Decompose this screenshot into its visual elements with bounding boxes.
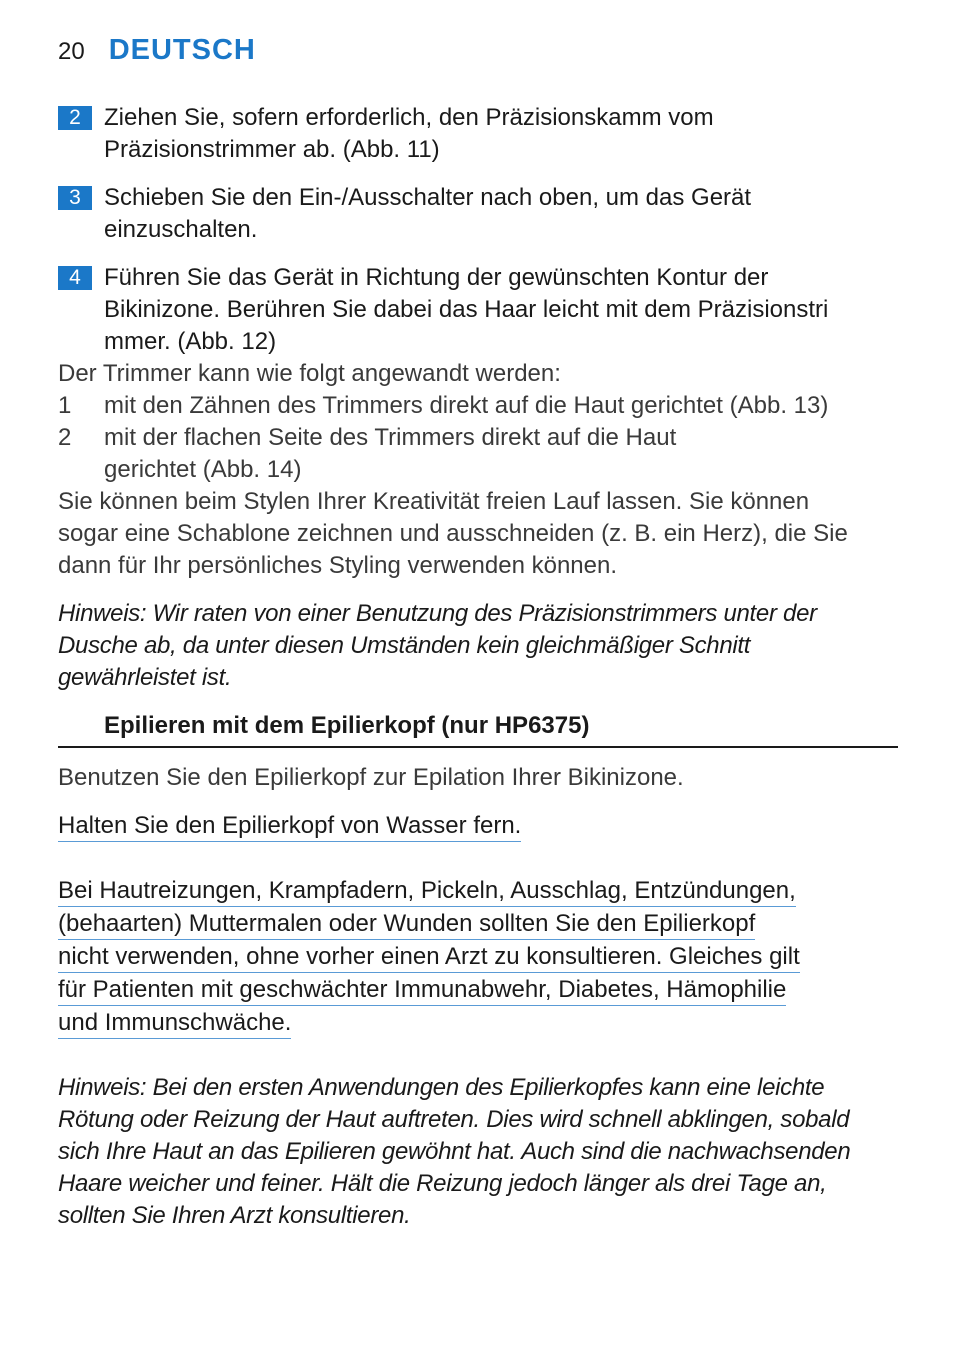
note-line: Haare weicher und feiner. Hält die Reizung jedoch länger als drei Tage an, <box>58 1170 827 1197</box>
note-line: Hinweis: Wir raten von einer Benutzung des Präzisionstrimmers unter der <box>58 600 817 627</box>
step-number-badge: 3 <box>58 186 92 210</box>
list-item-text: gerichtet (Abb. 14) <box>104 456 302 483</box>
step-text-line: Präzisionstrimmer ab. (Abb. 11) <box>104 136 440 163</box>
paragraph-line: Sie können beim Stylen Ihrer Kreativität freien Lauf lassen. Sie können <box>58 488 810 515</box>
note-line: Dusche ab, da unter diesen Umständen kein gleichmäßiger Schnitt <box>58 632 751 659</box>
intro-text: Der Trimmer kann wie folgt angewandt werden: <box>58 360 561 387</box>
note-line: sich Ihre Haut an das Epilieren gewöhnt hat. Auch sind die nachwachsenden <box>58 1138 851 1165</box>
step-text-line: mmer. (Abb. 12) <box>104 328 277 355</box>
step-4 <box>58 262 898 358</box>
note-line: gewährleistet ist. <box>58 664 232 691</box>
list-item <box>58 422 898 486</box>
warning-water <box>58 810 898 843</box>
step-text-line: einzuschalten. <box>104 216 258 243</box>
creativity-paragraph <box>58 486 898 582</box>
warning-skin-conditions <box>58 875 898 1040</box>
warning-line: Halten Sie den Epilierkopf von Wasser fern. <box>58 811 521 842</box>
usage-list <box>58 390 898 486</box>
note-trimmer-shower <box>58 598 898 694</box>
step-number-badge: 2 <box>58 106 92 130</box>
note-epilation-irritation <box>58 1072 898 1232</box>
note-line: Hinweis: Bei den ersten Anwendungen des Epilierkopfes kann eine leichte <box>58 1074 825 1101</box>
epilation-intro: Benutzen Sie den Epilierkopf zur Epilation Ihrer Bikinizone. <box>58 764 684 791</box>
epilation-heading: Epilieren mit dem Epilierkopf (nur HP6375) <box>58 710 898 748</box>
section-title: DEUTSCH <box>108 34 256 66</box>
paragraph-line: dann für Ihr persönliches Styling verwenden können. <box>58 552 618 579</box>
warning-line: und Immunschwäche. <box>58 1008 291 1039</box>
note-line: sollten Sie Ihren Arzt konsultieren. <box>58 1202 411 1229</box>
page-header <box>58 34 256 74</box>
step-text-line: Führen Sie das Gerät in Richtung der gewünschten Kontur der <box>104 264 769 291</box>
step-3 <box>58 182 898 246</box>
warning-line: nicht verwenden, ohne vorher einen Arzt zu konsultieren. Gleiches gilt <box>58 942 800 973</box>
step-number-badge: 4 <box>58 266 92 290</box>
list-item-number: 2 <box>58 424 72 451</box>
paragraph-line: sogar eine Schablone zeichnen und ausschneiden (z. B. ein Herz), die Sie <box>58 520 848 547</box>
step-text-line: Ziehen Sie, sofern erforderlich, den Präzisionskamm vom <box>104 104 714 131</box>
step-text-line: Bikinizone. Berühren Sie dabei das Haar leicht mit dem Präzisionstri <box>104 296 829 323</box>
step-text-line: Schieben Sie den Ein-/Ausschalter nach oben, um das Gerät <box>104 184 752 211</box>
list-item <box>58 390 898 422</box>
list-item-text: mit der flachen Seite des Trimmers direkt auf die Haut <box>104 424 677 451</box>
list-item-number: 1 <box>58 392 72 419</box>
warning-line: (behaarten) Muttermalen oder Wunden sollten Sie den Epilierkopf <box>58 909 755 940</box>
step-2 <box>58 102 898 166</box>
note-line: Rötung oder Reizung der Haut auftreten. Dies wird schnell abklingen, sobald <box>58 1106 850 1133</box>
page-content <box>58 102 898 1248</box>
warning-line: für Patienten mit geschwächter Immunabwehr, Diabetes, Hämophilie <box>58 975 786 1006</box>
warning-line: Bei Hautreizungen, Krampfadern, Pickeln, Ausschlag, Entzündungen, <box>58 876 796 907</box>
page-number: 20 <box>58 38 85 65</box>
list-item-text: mit den Zähnen des Trimmers direkt auf die Haut gerichtet (Abb. 13) <box>104 392 829 419</box>
